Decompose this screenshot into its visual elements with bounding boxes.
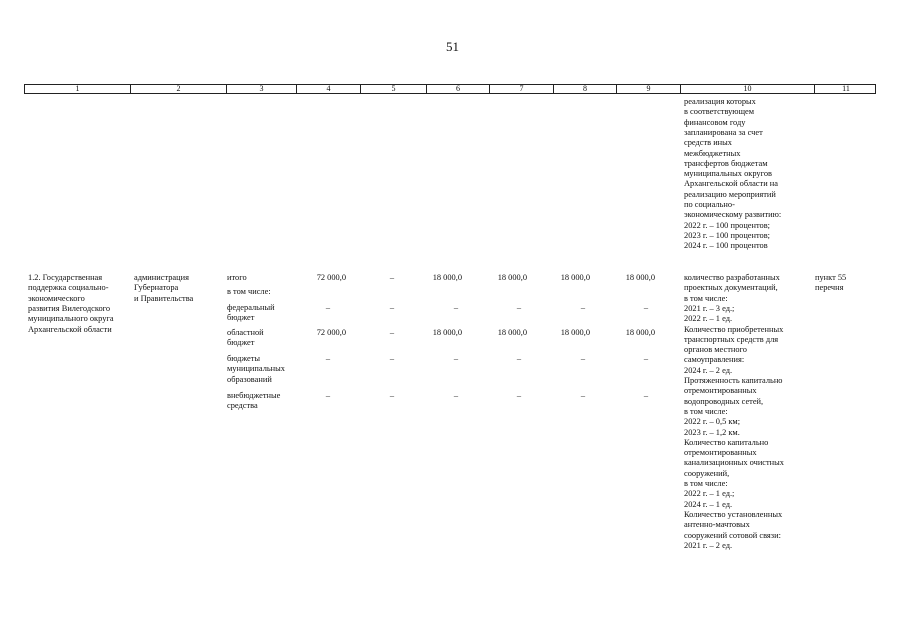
value-cell-municipal-col5: – [389, 354, 395, 363]
indicator-line: 2022 г. – 0,5 км; [684, 417, 741, 427]
value-cell-regional-col5: – [389, 328, 395, 337]
row-title-line: 1.2. Государственная [28, 273, 103, 282]
value-cell-regional-col7: 18 000,0 [497, 328, 527, 337]
table-header-row [24, 84, 876, 94]
funding-source-line: муниципальных [227, 364, 285, 374]
value-cell-municipal-col4: – [325, 354, 331, 363]
value-cell-regional-col8: 18 000,0 [560, 328, 590, 337]
indicator-line: Количество установленных [684, 509, 783, 519]
value-cell-municipal-col9: – [643, 354, 649, 363]
funding-source-line: внебюджетные [227, 391, 281, 400]
value-cell-federal-col9: – [643, 303, 649, 312]
column-header-11: 11 [814, 85, 877, 93]
continuation-line: 2023 г. – 100 процентов; [684, 230, 771, 240]
value-cell-regional-col4: 72 000,0 [316, 328, 346, 337]
funding-source-line: образований [227, 374, 272, 384]
indicator-line: 2023 г. – 1,2 км. [684, 427, 740, 437]
value-cell-federal-col8: – [580, 303, 586, 312]
continuation-line: 2022 г. – 100 процентов; [684, 220, 771, 230]
value-cell-municipal-col7: – [516, 354, 522, 363]
continuation-line: в соответствующем [684, 107, 755, 117]
value-cell-total-col8: 18 000,0 [560, 273, 590, 282]
indicator-line: в том числе: [684, 406, 728, 416]
indicator-line: в том числе: [684, 293, 728, 303]
value-cell-total-col9: 18 000,0 [625, 273, 655, 282]
continuation-line: экономическому развитию: [684, 210, 782, 220]
indicator-line: количество разработанных [684, 273, 780, 282]
reference-line: перечня [815, 283, 844, 293]
indicator-line: 2022 г. – 1 ед. [684, 314, 733, 324]
column-header-9: 9 [616, 85, 680, 93]
page-number: 51 [446, 39, 459, 54]
column-header-10: 10 [680, 85, 814, 93]
row-title-line: экономического [28, 293, 85, 303]
value-cell-federal-col7: – [516, 303, 522, 312]
funding-source-line: бюджет [227, 313, 255, 323]
funding-source-line: федеральный [227, 303, 275, 312]
indicator-line: сооружений, [684, 468, 730, 478]
indicator-line: отремонтированных [684, 386, 757, 396]
indicator-line: 2024 г. – 2 ед. [684, 365, 733, 375]
value-cell-federal-col6: – [453, 303, 459, 312]
indicator-line: транспортных средств для [684, 334, 779, 344]
row-title-line: Архангельской области [28, 324, 112, 334]
indicator-line: самоуправления: [684, 355, 745, 365]
funding-source-line: средства [227, 401, 258, 411]
column-header-3: 3 [226, 85, 296, 93]
column-header-5: 5 [360, 85, 426, 93]
value-cell-extrabudget-col8: – [580, 391, 586, 400]
value-cell-municipal-col6: – [453, 354, 459, 363]
indicator-line: Количество приобретенных [684, 324, 784, 334]
indicator-line: органов местного [684, 345, 747, 355]
indicator-line: 2024 г. – 1 ед. [684, 499, 733, 509]
indicator-line: Протяженность капитально [684, 376, 783, 385]
value-cell-federal-col5: – [389, 303, 395, 312]
column-header-6: 6 [426, 85, 489, 93]
indicator-line: канализационных очистных [684, 458, 784, 468]
continuation-line: муниципальных округов [684, 169, 772, 179]
value-cell-extrabudget-col7: – [516, 391, 522, 400]
continuation-line: финансовом году [684, 117, 746, 127]
indicator-line: проектных документаций, [684, 283, 778, 293]
continuation-line: 2024 г. – 100 процентов [684, 241, 768, 251]
value-cell-federal-col4: – [325, 303, 331, 312]
funding-source-total: итого [227, 273, 247, 282]
indicator-line: сооружений сотовой связи: [684, 530, 781, 540]
row-title-line: развития Вилегодского [28, 303, 111, 313]
value-cell-extrabudget-col6: – [453, 391, 459, 400]
value-cell-regional-col6: 18 000,0 [432, 328, 462, 337]
indicator-line: отремонтированных [684, 448, 757, 458]
indicator-line: в том числе: [684, 479, 728, 488]
column-header-7: 7 [489, 85, 553, 93]
indicator-line: 2021 г. – 2 ед. [684, 540, 733, 550]
row-title-line: муниципального округа [28, 314, 114, 324]
continuation-line: Архангельской области на [684, 179, 778, 189]
row-executor-line: администрация [134, 273, 189, 282]
indicator-line: 2021 г. – 3 ед.; [684, 303, 735, 313]
indicator-line: водопроводных сетей, [684, 396, 764, 406]
value-cell-extrabudget-col5: – [389, 391, 395, 400]
value-cell-total-col7: 18 000,0 [497, 273, 527, 282]
indicator-line: 2022 г. – 1 ед.; [684, 489, 735, 499]
continuation-line: реализация которых [684, 97, 756, 106]
value-cell-extrabudget-col4: – [325, 391, 331, 400]
column-header-1: 1 [75, 84, 80, 93]
column-header-8: 8 [553, 85, 616, 93]
funding-source-line: областной [227, 328, 264, 337]
value-cell-extrabudget-col9: – [643, 391, 649, 400]
value-cell-total-col6: 18 000,0 [432, 273, 462, 282]
row-executor-line: Губернатора [134, 283, 179, 293]
continuation-line: запланирована за счет [684, 127, 763, 137]
value-cell-municipal-col8: – [580, 354, 586, 363]
value-cell-regional-col9: 18 000,0 [625, 328, 655, 337]
row-title-line: поддержка социально- [28, 283, 109, 293]
continuation-line: межбюджетных [684, 148, 741, 158]
continuation-line: средств иных [684, 138, 732, 148]
reference-line: пункт 55 [815, 273, 847, 282]
funding-source-including: в том числе: [227, 287, 271, 296]
column-header-4: 4 [296, 85, 360, 93]
row-executor-line: и Правительства [134, 293, 194, 303]
indicator-line: Количество капитально [684, 437, 769, 447]
continuation-line: по социально- [684, 200, 735, 209]
column-header-2: 2 [130, 85, 226, 93]
continuation-line: трансфертов бюджетам [684, 158, 768, 168]
funding-source-line: бюджет [227, 338, 255, 348]
value-cell-total-col4: 72 000,0 [316, 273, 346, 282]
funding-source-line: бюджеты [227, 354, 261, 363]
continuation-line: реализацию мероприятий [684, 189, 776, 199]
indicator-line: антенно-мачтовых [684, 520, 750, 530]
value-cell-total-col5: – [389, 273, 395, 282]
